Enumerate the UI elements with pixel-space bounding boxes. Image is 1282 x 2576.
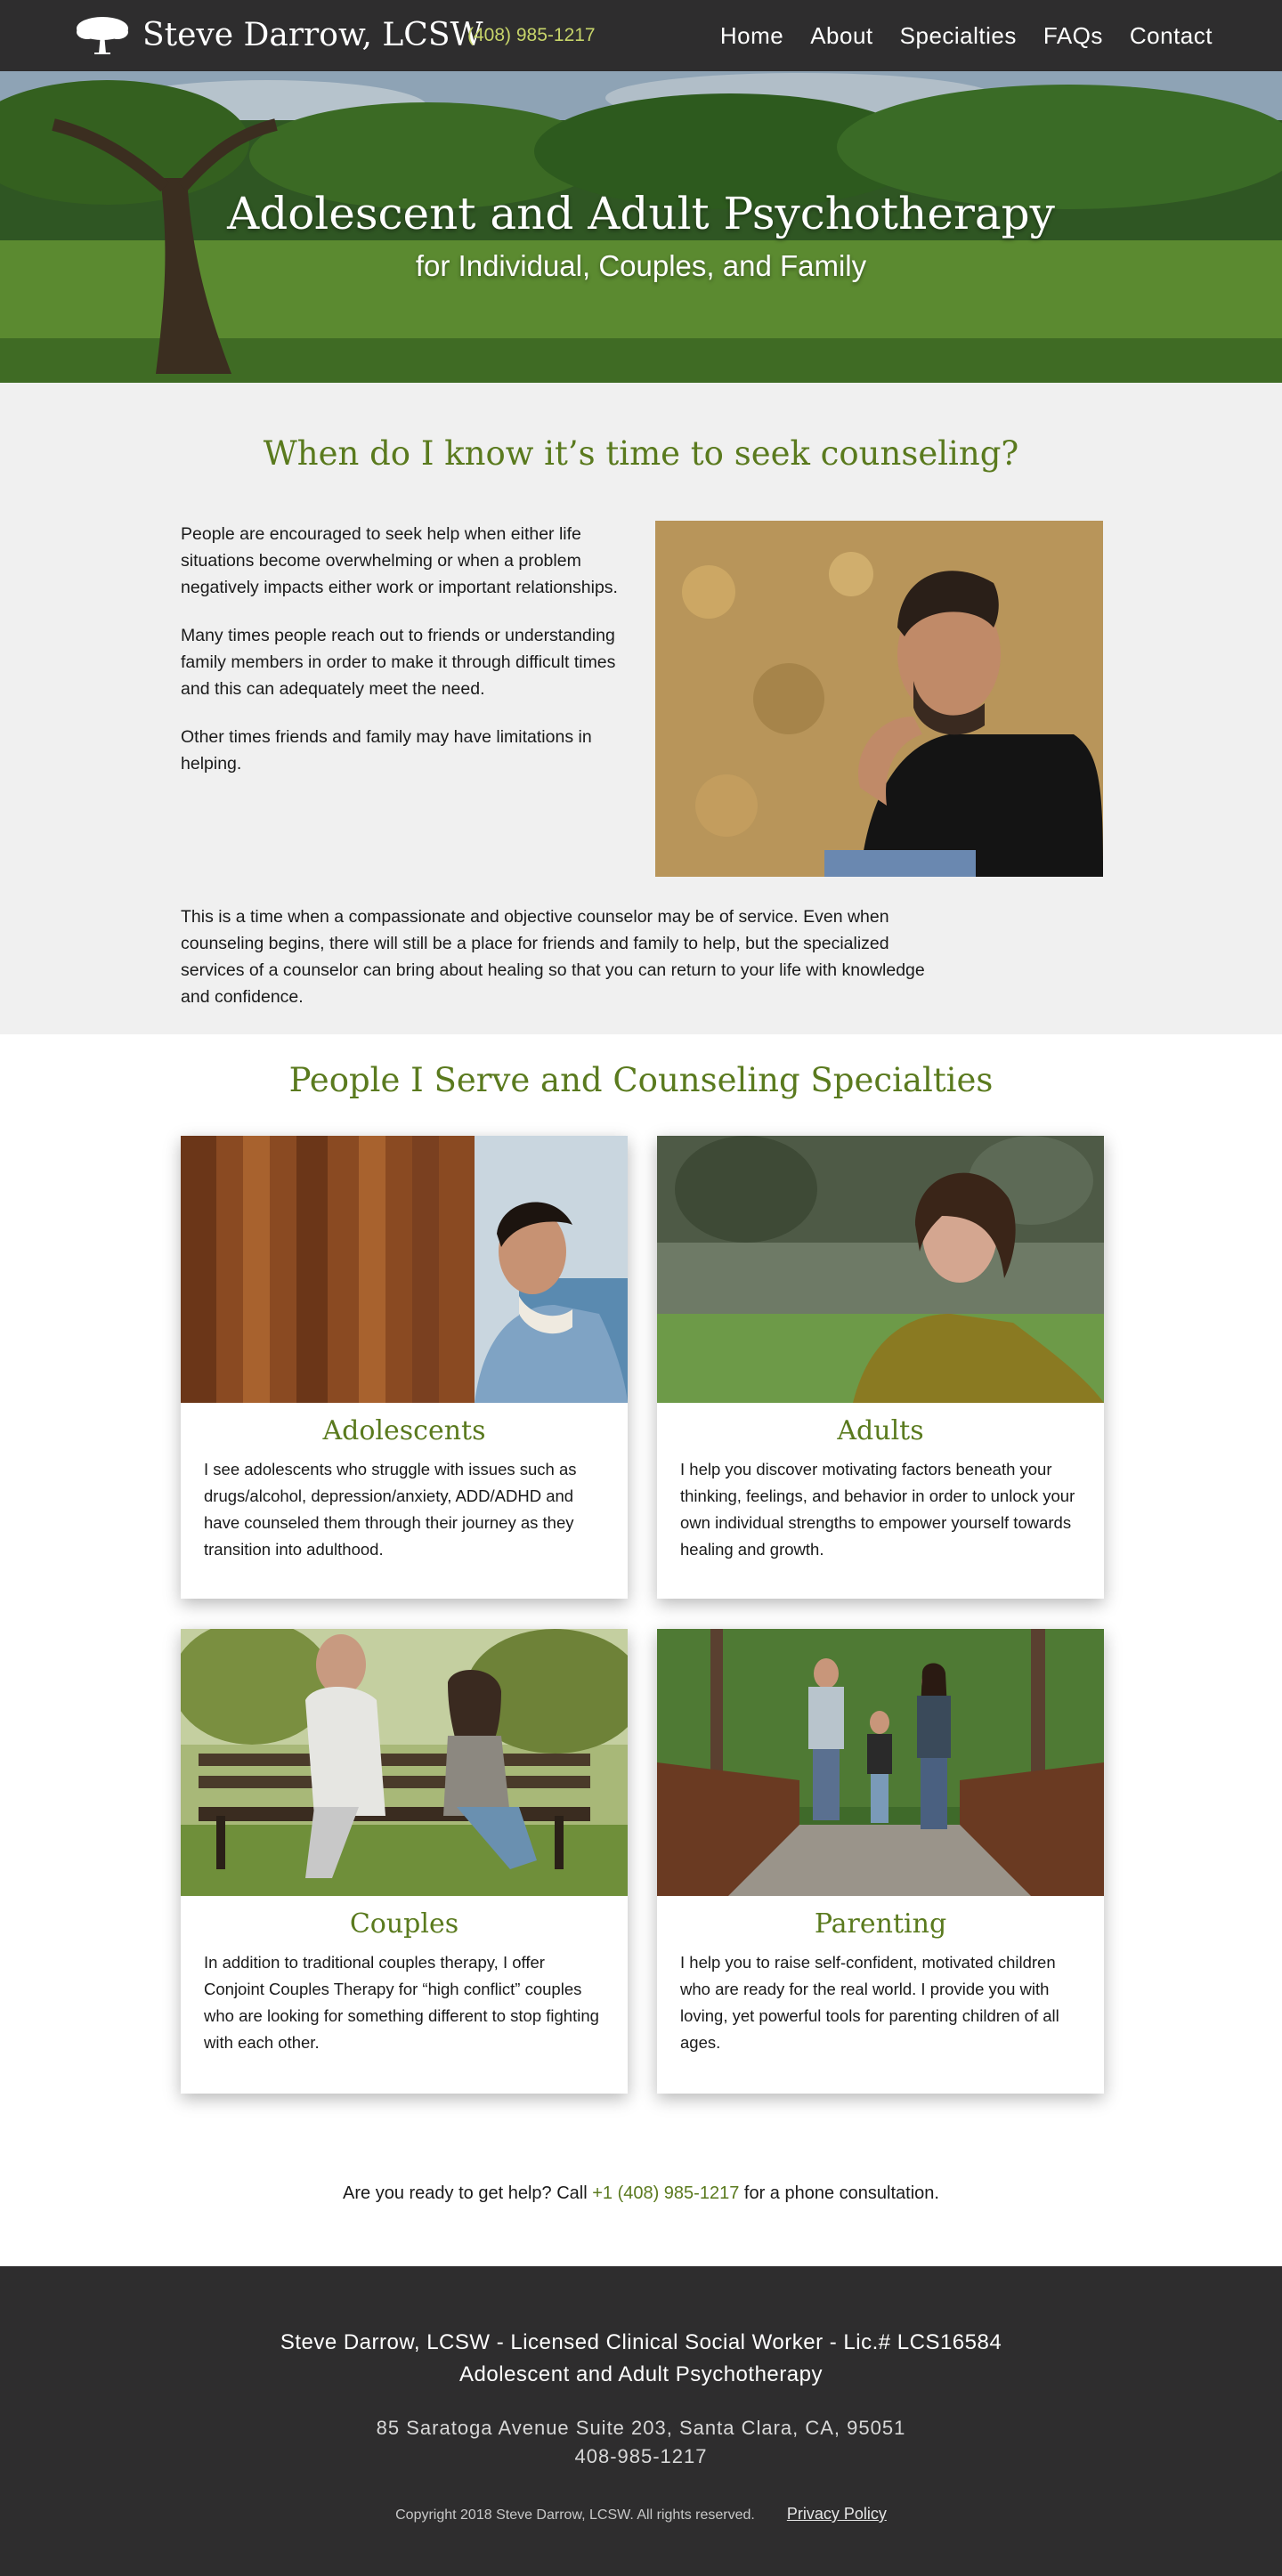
tree-icon[interactable] (75, 14, 130, 57)
card-title: Adults (837, 1415, 924, 1446)
footer-bottom (0, 2503, 1282, 2526)
footer-tagline: Adolescent and Adult Psychotherapy (459, 2362, 823, 2386)
nav-about[interactable]: About (810, 22, 873, 49)
specialty-card-couples (181, 1629, 628, 2094)
counseling-closing-paragraph: This is a time when a compassionate and objective counselor may be of service. Even when counseling begins, there will still be a place for friends and family to help, but the specialized services of a counselor can bring about healing so that you can return to your life with knowledge and confidence. (181, 907, 925, 1007)
card-title: Adolescents (322, 1415, 486, 1446)
card-text: I see adolescents who struggle with issues such as drugs/alcohol, depression/anxiety, ADD/ADHD and have counseled them through their journey as they transition into adulthood. (204, 1460, 577, 1559)
footer-address: 85 Saratoga Avenue Suite 203, Santa Clara, CA, 95051 (376, 2417, 906, 2439)
hero-subtitle: for Individual, Couples, and Family (415, 249, 867, 282)
card-title: Couples (349, 1908, 459, 1940)
card-text: I help you to raise self-confident, motivated children who are ready for the real world. I provide you with loving, yet powerful tools for parenting children of all ages. (680, 1953, 1059, 2052)
cta-phone-link[interactable]: +1 (408) 985-1217 (592, 2183, 740, 2203)
nav-specialties[interactable]: Specialties (899, 22, 1017, 49)
counseling-paragraph: Other times friends and family may have limitations in helping. (181, 727, 592, 774)
nav-faqs[interactable]: FAQs (1043, 22, 1103, 49)
hero-banner (0, 71, 1282, 383)
counseling-paragraph: Many times people reach out to friends or understanding family members in order to make it through difficult times and this can adequately meet the need. (181, 626, 616, 699)
specialties-heading: People I Serve and Counseling Specialties (288, 1061, 994, 1099)
footer-copyright: Copyright 2018 Steve Darrow, LCSW. All rights reserved. (395, 2507, 755, 2523)
nav-home[interactable]: Home (719, 22, 784, 49)
family-bridge-photo (657, 1629, 1104, 1896)
header-phone-link[interactable]: (408) 985-1217 (467, 25, 596, 45)
adolescent-photo (181, 1136, 628, 1403)
privacy-policy-link[interactable]: Privacy Policy (786, 2505, 887, 2523)
footer-phone[interactable]: 408-985-1217 (574, 2445, 708, 2467)
card-title: Parenting (814, 1908, 947, 1940)
footer-license-line: Steve Darrow, LCSW - Licensed Clinical Social Worker - Lic.# LCS16584 (280, 2330, 1002, 2354)
counseling-paragraph: People are encouraged to seek help when either life situations become overwhelming or when a problem negatively impacts either work or important relationships. (181, 524, 618, 597)
site-brand[interactable]: Steve Darrow, LCSW (142, 17, 483, 53)
site-header (0, 0, 1282, 71)
specialty-card-parenting (657, 1629, 1104, 2094)
counseling-heading: When do I know it’s time to seek counseling? (263, 434, 1019, 473)
specialty-card-adolescents (181, 1136, 628, 1599)
cta-text-after: for a phone consultation. (739, 2183, 939, 2203)
card-text: I help you discover motivating factors beneath your thinking, feelings, and behavior in order to unlock your own individual strengths to empower yourself towards healing and growth. (680, 1460, 1075, 1559)
call-to-action (0, 2179, 1282, 2207)
counseling-section (0, 383, 1282, 1034)
main-nav (720, 18, 1213, 53)
hero-title: Adolescent and Adult Psychotherapy (227, 188, 1055, 239)
couple-bench-photo (181, 1629, 628, 1896)
site-footer (0, 2266, 1282, 2576)
specialty-card-adults (657, 1136, 1104, 1599)
adult-woman-photo (657, 1136, 1104, 1403)
thoughtful-man-photo (655, 521, 1103, 877)
nav-contact[interactable]: Contact (1129, 22, 1213, 49)
cta-text-before: Are you ready to get help? Call (343, 2183, 593, 2203)
counseling-text (181, 521, 626, 798)
card-text: In addition to traditional couples therapy, I offer Conjoint Couples Therapy for “high conflict” couples who are looking for something different to stop fighting with each other. (204, 1953, 599, 2052)
